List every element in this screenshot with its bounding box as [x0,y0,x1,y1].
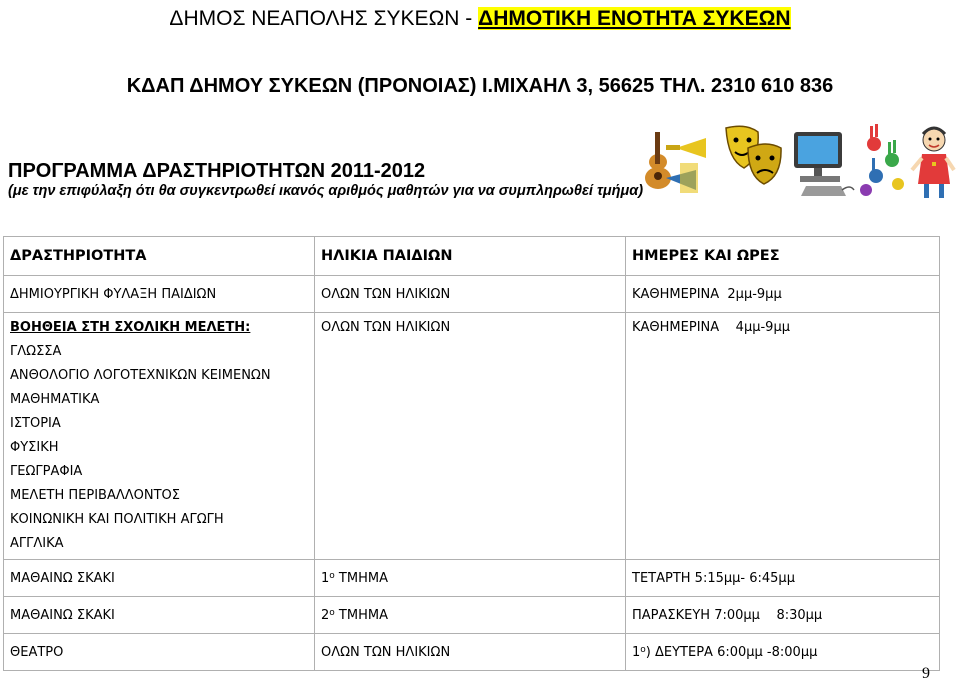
activities-table [3,236,940,671]
handprints-icon [860,124,904,196]
subject-item: ΚΟΙΝΩΝΙΚΗ ΚΑΙ ΠΟΛΙΤΙΚΗ ΑΓΩΓΗ [10,512,224,527]
activity-cell [4,313,315,560]
table-header-row [4,237,940,276]
address-line: ΚΔΑΠ ΔΗΜΟΥ ΣΥΚΕΩΝ (ΠΡΟΝΟΙΑΣ) Ι.ΜΙΧΑΗΛ 3, 56625 ΤΗΛ. 2310 610 836 [126,75,834,97]
header-municipality [0,5,960,33]
group-number: 2 [321,607,330,623]
header-activity: ΔΡΑΣΤΗΡΙΟΤΗΤΑ [4,237,315,276]
page-number: 9 [922,665,930,682]
activity-cell: ΘΕΑΤΡΟ [4,634,315,671]
age-cell [315,560,626,597]
schedule-cell: ΚΑΘΗΜΕΡΙΝΑ 2μμ-9μμ [626,276,940,313]
subject-item: ΑΓΓΛΙΚΑ [10,536,64,551]
subject-item: ΓΛΩΣΣΑ [10,344,62,359]
municipality-name: ΔΗΜΟΣ ΝΕΑΠΟΛΗΣ ΣΥΚΕΩΝ - [169,7,479,30]
program-title: ΠΡΟΓΡΑΜΜΑ ΔΡΑΣΤΗΡΙΟΤΗΤΩΝ 2011-2012 [8,160,426,182]
table-row [4,313,940,560]
age-cell: ΟΛΩΝ ΤΩΝ ΗΛΙΚΙΩΝ [315,634,626,671]
group-label: ΤΜΗΜΑ [334,570,388,586]
schedule-cell [626,634,940,671]
table-row [4,634,940,671]
group-number: 1 [321,570,330,586]
subject-item: ΦΥΣΙΚΗ [10,440,59,455]
unit-highlight: ΔΗΜΟΤΙΚΗ ΕΝΟΤΗΤΑ ΣΥΚΕΩΝ [478,7,791,30]
theater-masks-icon [726,126,781,184]
age-cell: ΟΛΩΝ ΤΩΝ ΗΛΙΚΙΩΝ [315,276,626,313]
activity-cell: ΜΑΘΑΙΝΩ ΣΚΑΚΙ [4,597,315,634]
activity-cell: ΜΑΘΑΙΝΩ ΣΚΑΚΙ [4,560,315,597]
subject-item: ΑΝΘΟΛΟΓΙΟ ΛΟΓΟΤΕΧΝΙΚΩΝ ΚΕΙΜΕΝΩΝ [10,368,271,383]
group-label: ΤΜΗΜΑ [334,607,388,623]
age-cell [315,597,626,634]
guitar-icon [645,132,671,189]
table-row [4,276,940,313]
subject-item: ΓΕΩΓΡΑΦΙΑ [10,464,83,479]
trumpet-icon [666,138,706,193]
activity-cell: ΔΗΜΙΟΥΡΓΙΚΗ ΦΥΛΑΞΗ ΠΑΙΔΙΩΝ [4,276,315,313]
header-schedule: ΗΜΕΡΕΣ ΚΑΙ ΩΡΕΣ [626,237,940,276]
computer-icon [794,132,854,196]
program-subtitle: (με την επιφύλαξη ότι θα συγκεντρωθεί ικανός αριθμός μαθητών για να συμπληρωθεί τμήμα) [8,183,644,199]
ordinal-suffix: ο [329,570,335,581]
header-age: ΗΛΙΚΙΑ ΠΑΙΔΙΩΝ [315,237,626,276]
ordinal-suffix: ο [329,607,335,618]
schedule-cell: ΚΑΘΗΜΕΡΙΝΑ 4μμ-9μμ [626,313,940,560]
session-number: 1 [632,644,641,660]
child-figure-icon [912,128,954,198]
age-cell: ΟΛΩΝ ΤΩΝ ΗΛΙΚΙΩΝ [315,313,626,560]
ordinal-suffix: ο [640,644,646,655]
subject-item: ΙΣΤΟΡΙΑ [10,416,61,431]
session-schedule: ) ΔΕΥΤΕΡΑ 6:00μμ -8:00μμ [645,644,818,660]
table-row [4,597,940,634]
subject-item: ΜΕΛΕΤΗ ΠΕΡΙΒΑΛΛΟΝΤΟΣ [10,488,180,503]
subject-item: ΜΑΘΗΜΑΤΙΚΑ [10,392,100,407]
homework-help-title: ΒΟΗΘΕΙΑ ΣΤΗ ΣΧΟΛΙΚΗ ΜΕΛΕΤΗ: [10,320,251,335]
table-row [4,560,940,597]
schedule-cell: ΠΑΡΑΣΚΕΥΗ 7:00μμ 8:30μμ [626,597,940,634]
activities-clipart [636,118,956,208]
schedule-cell: ΤΕΤΑΡΤΗ 5:15μμ- 6:45μμ [626,560,940,597]
